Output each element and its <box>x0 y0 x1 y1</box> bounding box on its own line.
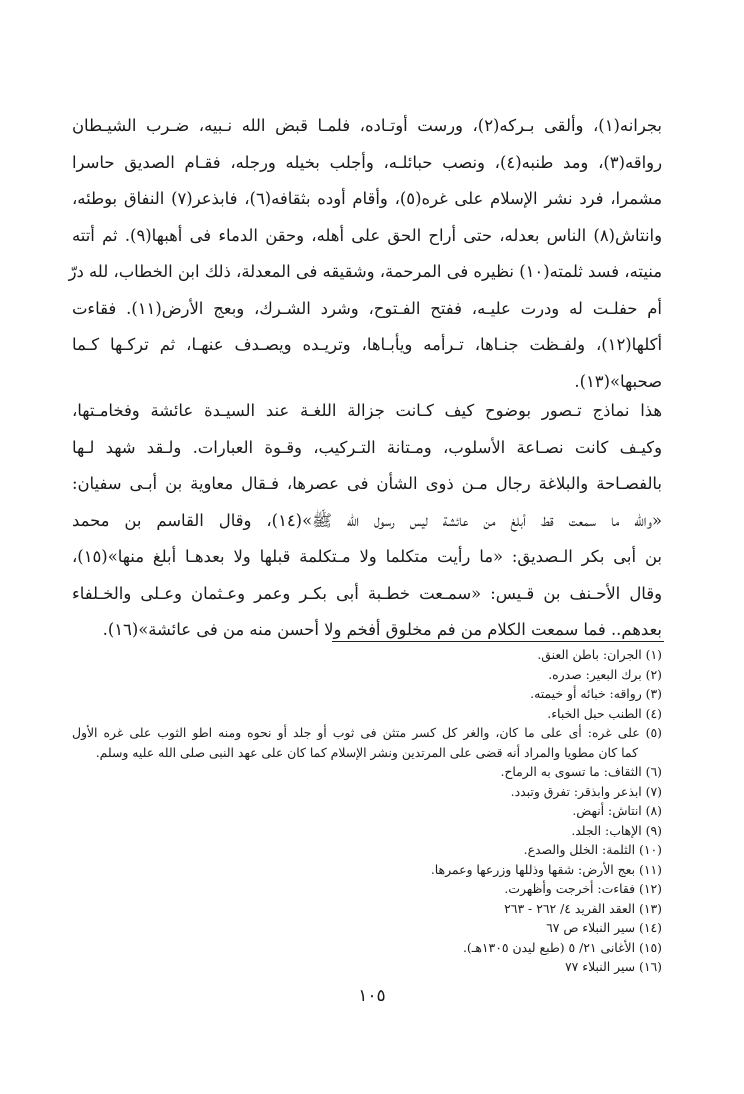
footnote: (١٥) الأغانى ٢١/ ٥ (طبع ليدن ١٣٠٥هـ). <box>462 939 662 955</box>
footnote: (٣) رواقه: خبائه أو خيمته. <box>530 686 662 701</box>
footnote: (٥) على غره: أى على ما كان، والغر كل كسر متثن فى ثوب أو جلد أو نحوه ومنه اطو الثوب على غره الأول <box>72 725 662 740</box>
text-line: منيته، فسد ثلمته(١٠) نظيره فى المرحمة، وشقيقه فى المعدلة، ذلك ابن الخطاب، لله درّ <box>68 262 662 281</box>
text-line: مشمرا، فرد نشر الإسلام على غره(٥)، وأقام أوده بثقافه(٦)، فابذعر(٧) النفاق بوطئه، <box>72 189 662 208</box>
text-line: بعدهم.. فما سمعت الكلام من فم مخلوق أفخم ولا أحسن منه من فى عائشة»(١٦). <box>102 620 662 639</box>
footnote: (١٤) سير النبلاء ص ٦٧ <box>546 920 662 935</box>
footnote: (٧) ابذعر وابذقر: تفرق وتبدد. <box>510 783 662 799</box>
footnote: (١٦) سير النبلاء ٧٧ <box>565 959 662 974</box>
footnote: (٢) برك البعير: صدره. <box>548 666 662 682</box>
text-line: هذا نماذج تـصور بوضوح كيف كـانت جزالة اللغـة عند السيـدة عائشة وفخامـتها، <box>72 401 662 420</box>
text-line: وكيـف كانت نصـاعة الأسلوب، ومـتانة التـركيب، وقـوة العبارات. ولـقد شهد لـها <box>72 437 662 457</box>
footnote: (١١) بعج الأرض: شقها وذللها وزرعها وعمرها. <box>430 861 662 877</box>
footnote-divider <box>332 641 664 642</box>
paragraph-2 <box>72 393 662 649</box>
footnote: (٦) الثقاف: ما تسوى به الرماح. <box>500 764 662 779</box>
footnote-continuation: كما كان مطويا والمراد أنه قضى على المرتدين ونشر الإسلام كما كان على عهد النبى صلى الله عليه وسلم. <box>95 744 638 760</box>
footnote: (٤) الطنب حبل الخباء. <box>547 705 662 721</box>
text-line: «والله ما سمعت قط أبلغ من عائشة ليس رسول الله ﷺ»(١٤)، وقال القاسم بن محمد <box>72 510 662 530</box>
footnotes <box>72 645 662 977</box>
footnote: (١٣) العقد الفريد ٤/ ٢٦٢ - ٢٦٣ <box>504 900 662 916</box>
text-line: بالفصـاحة والبلاغة رجال مـن ذوى الشأن فى عصرها، فـقال معاوية بن أبـى سفيان: <box>72 474 662 493</box>
footnote: (١) الجران: باطن العنق. <box>537 647 662 662</box>
footnote: (١٢) فقاءت: أخرجت وأظهرت. <box>504 881 662 896</box>
text-line: وقال الأحـنف بن قـيس: «سمـعت خطـبة أبى بكـر وعمر وعـثمان وعـلى والخـلفاء <box>72 583 662 603</box>
text-line: بن أبى بكر الـصديق: «ما رأيت متكلما ولا مـتكلمة قبلها ولا بعدهـا أبلغ منها»(١٥)، <box>72 547 662 566</box>
paragraph-1 <box>68 108 662 400</box>
page-number: ١٠٥ <box>358 986 386 1006</box>
text-line: وانتاش(٨) الناس بعدله، حتى أراح الحق على أهله، وحقن الدماء فى أهبها(٩). ثم أتته <box>72 225 662 245</box>
footnote: (١٠) الثلمة: الخلل والصدع. <box>523 842 662 857</box>
text-line: أكلها(١٢)، ولفـظت جنـاها، تـرأمه ويأبـاها، وتريـده ويصـدف عنهـا، ثم تركـها كـما <box>72 335 662 354</box>
text-line: أم حفلـت له ودرت عليـه، ففتح الفـتوح، وشرد الشـرك، وبعج الأرض(١١). فقاءت <box>72 298 662 318</box>
text-line: رواقه(٣)، ومد طنبه(٤)، ونصب حبائلـه، وأجلب بخيله ورجله، فقـام الصديق حاسرا <box>72 152 662 172</box>
text-line: صحبها»(١٣). <box>574 371 662 391</box>
text-line: بجرانه(١)، وألقى بـركه(٢)، ورست أوتـاده، فلمـا قبض الله نـبيه، ضـرب الشيـطان <box>72 116 662 135</box>
footnote: (٨) انتاش: أنهض. <box>572 803 662 818</box>
footnote: (٩) الإهاب: الجلد. <box>571 822 662 838</box>
